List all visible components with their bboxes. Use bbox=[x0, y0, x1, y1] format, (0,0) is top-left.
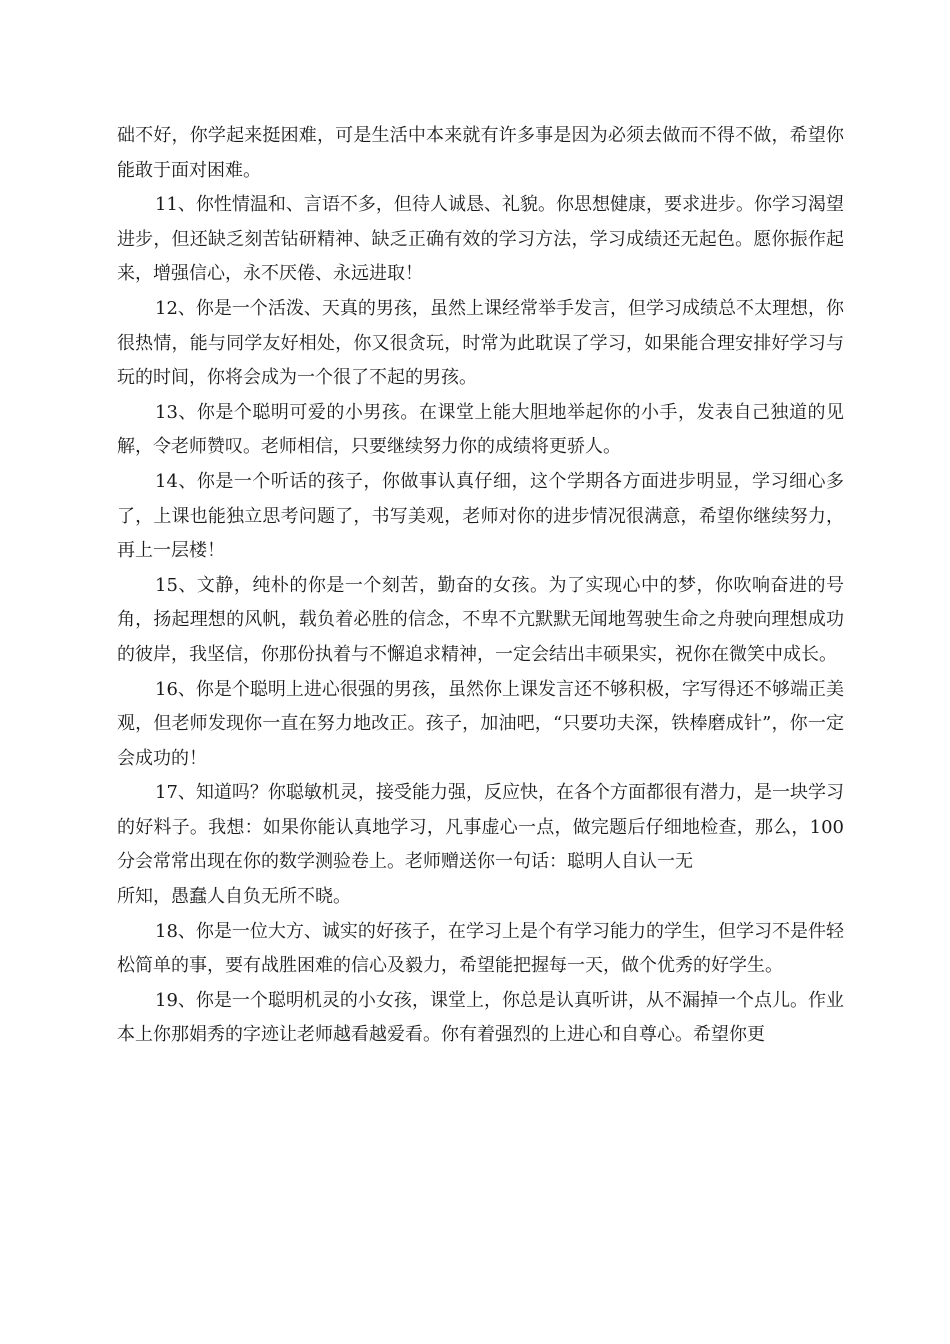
paragraph-comment-19: 19、你是一个聪明机灵的小女孩，课堂上，你总是认真听讲，从不漏掉一个点儿。作业本上你那娟秀的字迹让老师越看越爱看。你有着强烈的上进心和自尊心。希望你更 bbox=[117, 989, 844, 1046]
document-body bbox=[117, 119, 844, 1053]
paragraph-comment-15: 15、文静，纯朴的你是一个刻苦，勤奋的女孩。为了实现心中的梦，你吹响奋进的号角，扬起理想的风帆，载负着必胜的信念，不卑不亢默默无闻地驾驶生命之舟驶向理想成功的彼岸，我坚信，你那份执着与不懈追求精神，一定会结出丰硕果实，祝你在微笑中成长。 bbox=[117, 574, 844, 665]
paragraph-comment-17-tail: 所知，愚蠢人自负无所不晓。 bbox=[117, 886, 351, 908]
paragraph-comment-13: 13、你是个聪明可爱的小男孩。在课堂上能大胆地举起你的小手，发表自己独道的见解，令老师赞叹。老师相信，只要继续努力你的成绩将更骄人。 bbox=[117, 401, 844, 458]
paragraph-comment-14: 14、你是一个听话的孩子，你做事认真仔细，这个学期各方面进步明显，学习细心多了，上课也能独立思考问题了，书写美观，老师对你的进步情况很满意，希望你继续努力，再上一层楼！ bbox=[117, 470, 844, 562]
paragraph-comment-17: 17、知道吗？你聪敏机灵，接受能力强，反应快，在各个方面都很有潜力，是一块学习的好料子。我想：如果你能认真地学习，凡事虚心一点，做完题后仔细地检查，那么，100分会常常出现在你的数学测验卷上。老师赠送你一句话：聪明人自认一无 bbox=[117, 782, 844, 873]
paragraph-comment-16: 16、你是个聪明上进心很强的男孩，虽然你上课发言还不够积极，字写得还不够端正美观，但老师发现你一直在努力地改正。孩子，加油吧，“只要功夫深，铁棒磨成针”，你一定会成功的！ bbox=[117, 678, 844, 769]
paragraph-comment-18: 18、你是一位大方、诚实的好孩子，在学习上是个有学习能力的学生，但学习不是件轻松简单的事，要有战胜困难的信心及毅力，希望能把握每一天，做个优秀的好学生。 bbox=[117, 920, 844, 977]
paragraph-comment-11: 11、你性情温和、言语不多，但待人诚恳、礼貌。你思想健康，要求进步。你学习渴望进步，但还缺乏刻苦钻研精神、缺乏正确有效的学习方法，学习成绩还无起色。愿你振作起来，增强信心，永不厌倦、永远进取！ bbox=[117, 194, 844, 285]
paragraph-comment-12: 12、你是一个活泼、天真的男孩，虽然上课经常举手发言，但学习成绩总不太理想，你很热情，能与同学友好相处，你又很贪玩，时常为此耽误了学习，如果能合理安排好学习与玩的时间，你将会成为一个很了不起的男孩。 bbox=[117, 297, 844, 389]
paragraph-continuation: 础不好，你学起来挺困难，可是生活中本来就有许多事是因为必须去做而不得不做，希望你能敢于面对困难。 bbox=[117, 125, 844, 181]
